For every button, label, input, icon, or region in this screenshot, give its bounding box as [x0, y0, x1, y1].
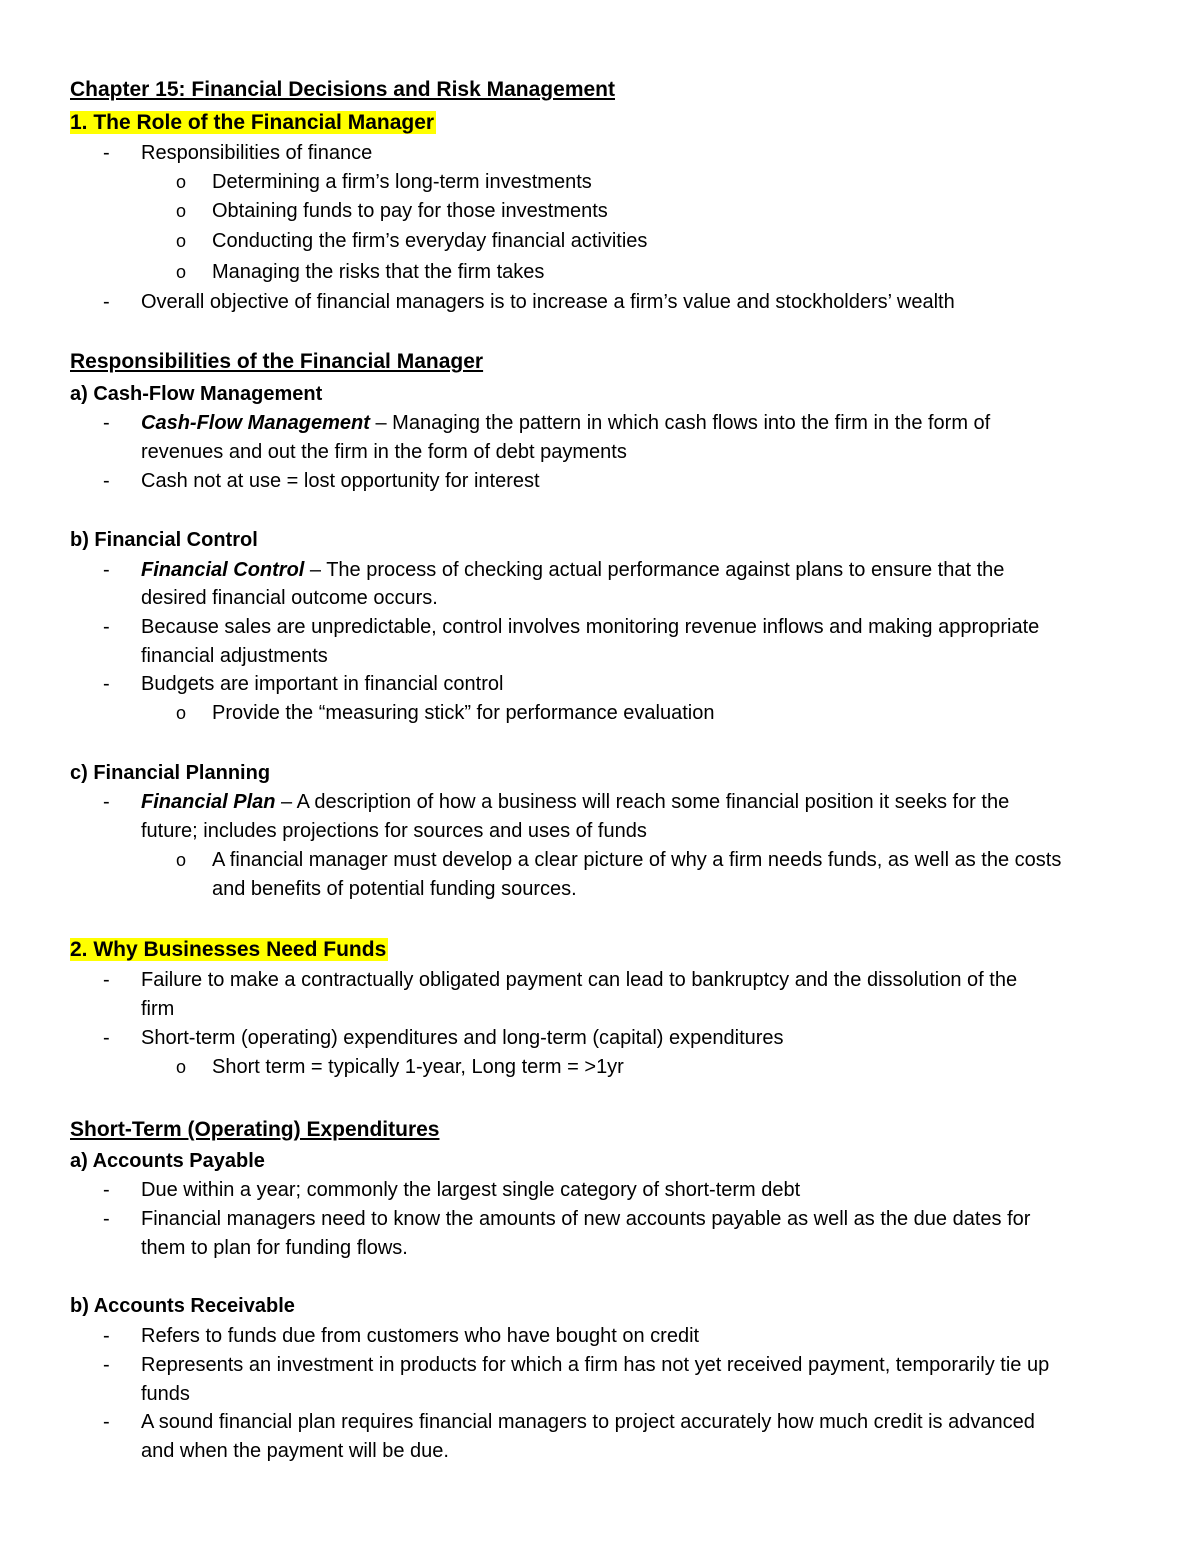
bullet-text: Failure to make a contractually obligated payment can lead to bankruptcy and the dissolution of the	[141, 969, 1018, 991]
bullet-text: Due within a year; commonly the largest single category of short-term debt	[141, 1179, 801, 1201]
subheading-financial-planning: c) Financial Planning	[70, 762, 271, 784]
sub-bullet-text: Short term = typically 1-year, Long term = >1yr	[212, 1056, 624, 1078]
bullet-text: Budgets are important in financial control	[141, 673, 504, 695]
bullet-text: A sound financial plan requires financial managers to project accurately how much credit is advanced	[141, 1411, 1035, 1433]
bullet-text-continued: firm	[141, 998, 175, 1020]
bullet-circle: o	[176, 703, 187, 723]
bullet-text: Overall objective of financial managers is to increase a firm’s value and stockholders’ wealth	[141, 291, 955, 313]
section-heading-short-term-expenditures: Short-Term (Operating) Expenditures	[70, 1118, 440, 1141]
bullet-dash: -	[103, 1208, 110, 1230]
bullet-text: Cash not at use = lost opportunity for interest	[141, 470, 540, 492]
sub-bullet-text: Conducting the firm’s everyday financial activities	[212, 230, 648, 252]
bullet-dash: -	[103, 142, 110, 164]
section-heading-why-businesses-need-funds: 2. Why Businesses Need Funds	[70, 938, 387, 961]
bullet-dash: -	[103, 616, 110, 638]
defined-term: Financial Plan	[141, 791, 276, 813]
bullet-dash: -	[103, 791, 110, 813]
sub-bullet-text: A financial manager must develop a clear picture of why a firm needs funds, as well as the costs	[212, 849, 1062, 871]
sub-bullet-text: Provide the “measuring stick” for performance evaluation	[212, 702, 715, 724]
bullet-text-continued: and when the payment will be due.	[141, 1440, 449, 1462]
defined-term: Cash-Flow Management	[141, 412, 370, 434]
definition-text: – A description of how a business will reach some financial position it seeks for the	[275, 791, 1010, 813]
bullet-dash: -	[103, 1354, 110, 1376]
definition-text: – Managing the pattern in which cash flows into the firm in the form of	[369, 412, 991, 434]
defined-term: Financial Control	[141, 559, 305, 581]
section-heading-role-of-financial-manager: 1. The Role of the Financial Manager	[70, 111, 435, 134]
bullet-dash: -	[103, 1027, 110, 1049]
bullet-dash: -	[103, 1179, 110, 1201]
section-heading-responsibilities: Responsibilities of the Financial Manager	[70, 350, 484, 373]
bullet-dash: -	[103, 559, 110, 581]
subheading-cash-flow: a) Cash-Flow Management	[70, 383, 323, 405]
sub-bullet-text: Determining a firm’s long-term investments	[212, 171, 592, 193]
bullet-circle: o	[176, 172, 187, 192]
bullet-text: Represents an investment in products for which a firm has not yet received payment, temporarily tie up	[141, 1354, 1050, 1376]
bullet-dash: -	[103, 470, 110, 492]
bullet-text: Responsibilities of finance	[141, 142, 373, 164]
bullet-text-continued: them to plan for funding flows.	[141, 1237, 408, 1259]
sub-bullet-text: Obtaining funds to pay for those investments	[212, 200, 608, 222]
definition-text: – The process of checking actual performance against plans to ensure that the	[304, 559, 1005, 581]
bullet-text-continued: financial adjustments	[141, 645, 328, 667]
bullet-text: Because sales are unpredictable, control involves monitoring revenue inflows and making appropriate	[141, 616, 1040, 638]
subheading-accounts-payable: a) Accounts Payable	[70, 1150, 265, 1172]
bullet-text-continued: revenues and out the firm in the form of debt payments	[141, 441, 627, 463]
bullet-text	[141, 409, 990, 438]
bullet-dash: -	[103, 1411, 110, 1433]
bullet-dash: -	[103, 412, 110, 434]
document-title: Chapter 15: Financial Decisions and Risk Management	[70, 78, 615, 101]
subheading-accounts-receivable: b) Accounts Receivable	[70, 1295, 295, 1317]
bullet-circle: o	[176, 201, 187, 221]
subheading-financial-control: b) Financial Control	[70, 529, 258, 551]
sub-bullet-text-continued: and benefits of potential funding sources.	[212, 878, 577, 900]
bullet-text	[141, 556, 1004, 585]
bullet-text: Refers to funds due from customers who have bought on credit	[141, 1325, 700, 1347]
bullet-circle: o	[176, 262, 187, 282]
sub-bullet-text: Managing the risks that the firm takes	[212, 261, 545, 283]
bullet-dash: -	[103, 673, 110, 695]
bullet-dash: -	[103, 1325, 110, 1347]
bullet-circle: o	[176, 850, 187, 870]
bullet-circle: o	[176, 231, 187, 251]
bullet-dash: -	[103, 291, 110, 313]
bullet-text-continued: desired financial outcome occurs.	[141, 587, 438, 609]
bullet-circle: o	[176, 1057, 187, 1077]
bullet-text	[141, 788, 1009, 817]
bullet-dash: -	[103, 969, 110, 991]
bullet-text: Financial managers need to know the amounts of new accounts payable as well as the due dates for	[141, 1208, 1031, 1230]
bullet-text: Short-term (operating) expenditures and long-term (capital) expenditures	[141, 1027, 784, 1049]
bullet-text-continued: funds	[141, 1383, 190, 1405]
bullet-text-continued: future; includes projections for sources and uses of funds	[141, 820, 647, 842]
